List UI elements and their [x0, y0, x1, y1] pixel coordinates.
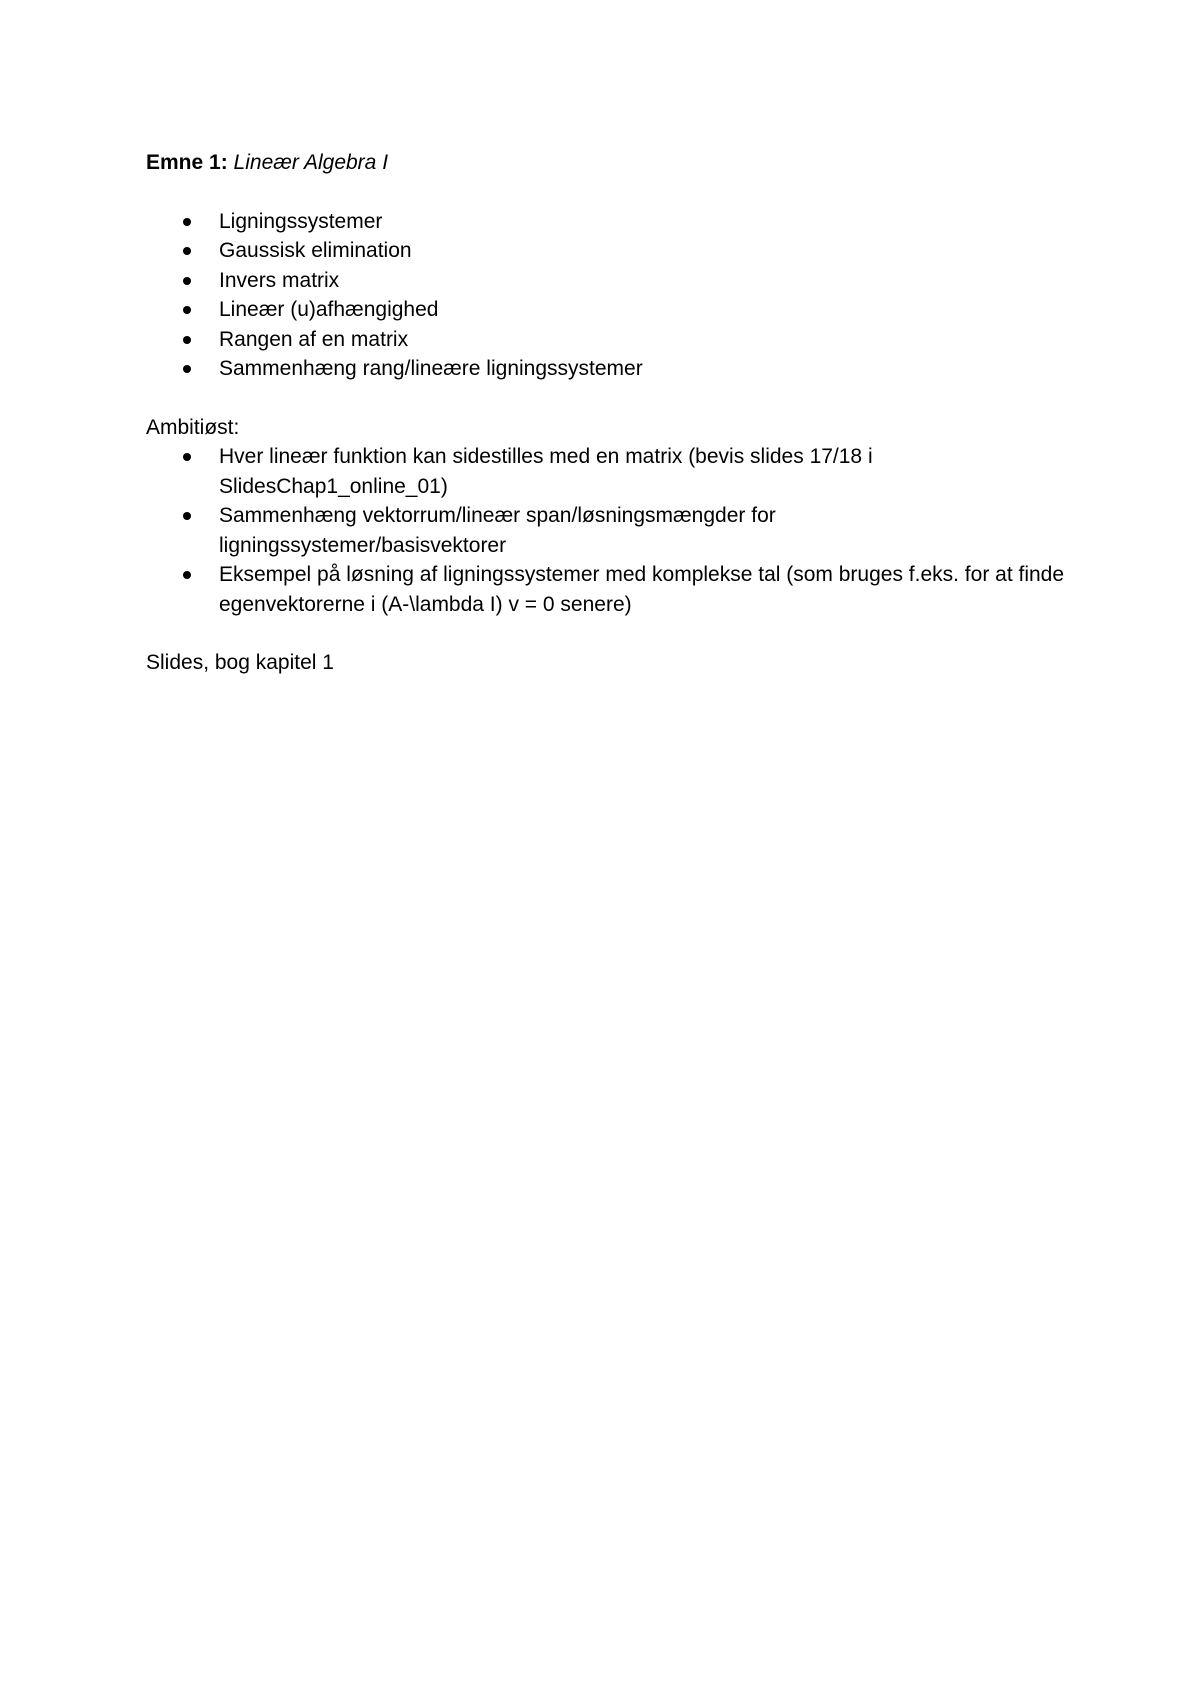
list-item-text: Hver lineær funktion kan sidestilles med en matrix (bevis slides 17/18 i SlidesChap1_online_01)	[219, 445, 873, 498]
bullet-icon	[183, 571, 191, 579]
bullet-icon	[183, 306, 191, 314]
topic-heading	[146, 148, 1066, 178]
list-item	[146, 295, 1066, 325]
bullet-icon	[183, 247, 191, 255]
list-item	[146, 266, 1066, 296]
bullet-icon	[183, 277, 191, 285]
list-item	[146, 354, 1066, 384]
spacer	[146, 384, 1066, 413]
list-item-text: Ligningssystemer	[219, 209, 383, 233]
list-item	[146, 325, 1066, 355]
list-item	[146, 501, 1066, 560]
ambitious-list	[146, 442, 1066, 619]
list-item-text: Rangen af en matrix	[219, 327, 409, 351]
topic-heading-label: Emne 1:	[146, 151, 228, 174]
bullet-icon	[183, 365, 191, 373]
list-item	[146, 442, 1066, 501]
document-content	[146, 148, 1066, 678]
topic-heading-title: Lineær Algebra I	[233, 151, 389, 174]
bullet-icon	[183, 453, 191, 461]
list-item-text: Invers matrix	[219, 268, 340, 292]
list-item	[146, 207, 1066, 237]
ambitious-label: Ambitiøst:	[146, 415, 240, 439]
topic-list	[146, 207, 1066, 384]
list-item	[146, 560, 1066, 619]
bullet-icon	[183, 336, 191, 344]
bullet-icon	[183, 512, 191, 520]
spacer	[146, 619, 1066, 648]
sources-line: Slides, bog kapitel 1	[146, 651, 334, 674]
list-item	[146, 236, 1066, 266]
list-item-text: Eksempel på løsning af ligningssystemer med komplekse tal (som bruges f.eks. for at finde egenvektorerne i (A-\lambda I) v = 0 senere)	[219, 563, 1065, 616]
bullet-icon	[183, 218, 191, 226]
list-item-text: Sammenhæng rang/lineære ligningssystemer	[219, 357, 643, 380]
list-item-text: Lineær (u)afhængighed	[219, 298, 439, 321]
list-item-text: Gaussisk elimination	[219, 239, 412, 262]
list-item-text: Sammenhæng vektorrum/lineær span/løsningsmængder for ligningssystemer/basisvektorer	[219, 504, 776, 557]
